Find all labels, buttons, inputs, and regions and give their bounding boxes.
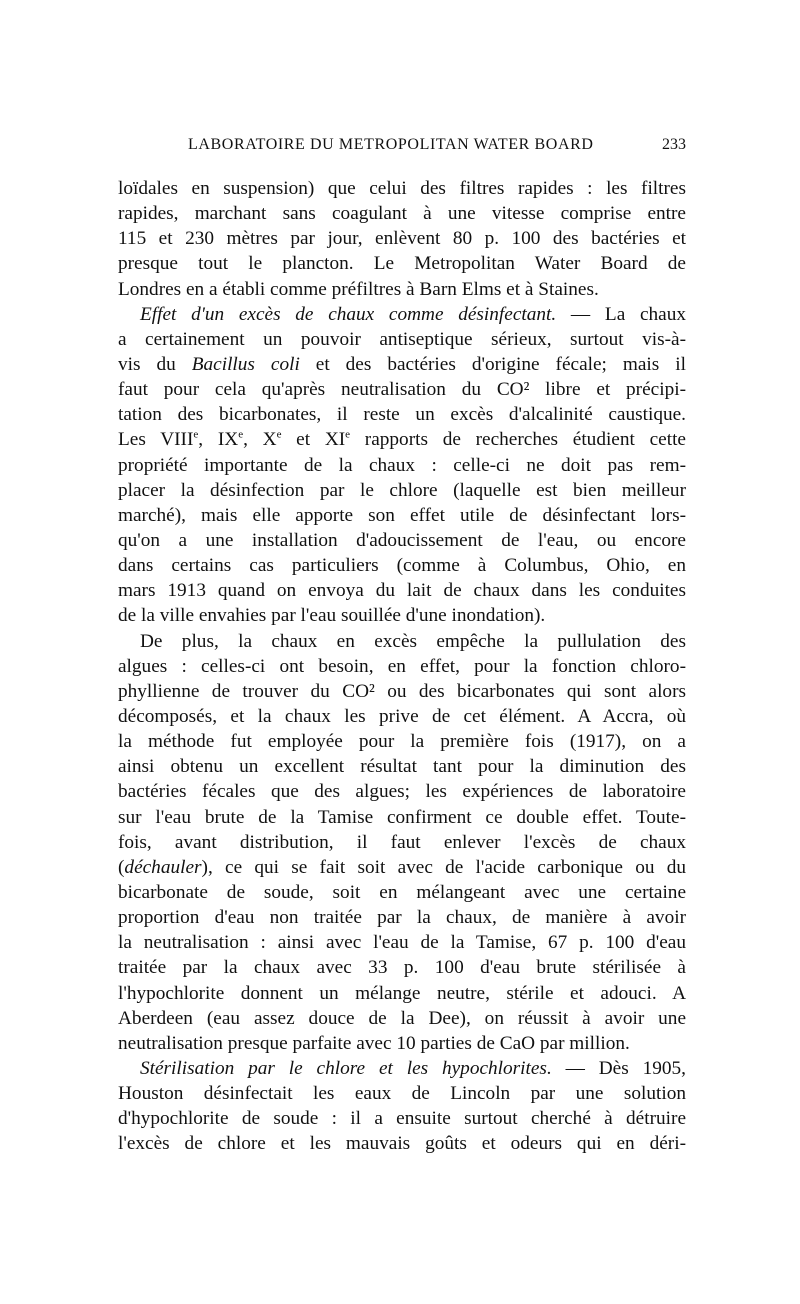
text-line: rapides, marchant sans coagulant à une vitesse comprise entre xyxy=(118,203,686,225)
text-line: faut pour cela qu'après neutralisation du CO² libre et précipi- xyxy=(118,379,686,401)
text-line: décomposés, et la chaux les prive de cet élément. A Accra, où xyxy=(118,705,686,727)
text-line: sur l'eau brute de la Tamise confirment ce double effet. Toute- xyxy=(118,806,686,828)
text-line: 115 et 230 mètres par jour, enlèvent 80 p. 100 des bactéries et xyxy=(118,228,686,250)
text-line: a certainement un pouvoir antiseptique sérieux, surtout vis-à- xyxy=(118,328,686,350)
section-heading-line: Effet d'un excès de chaux comme désinfectant. — La chaux xyxy=(140,303,686,325)
text-line: qu'on a une installation d'adoucissement de l'eau, ou encore xyxy=(118,529,686,551)
text-line: d'hypochlorite de soude : il a ensuite surtout cherché à détruire xyxy=(118,1108,686,1130)
paragraph-start-line: De plus, la chaux en excès empêche la pullulation des xyxy=(140,630,686,652)
text-line: Londres en a établi comme préfiltres à Barn Elms et à Staines. xyxy=(118,278,599,300)
body-text xyxy=(118,176,686,1156)
text-line: de la ville envahies par l'eau souillée d'une inondation). xyxy=(118,605,546,627)
text-line: dans certains cas particuliers (comme à Columbus, Ohio, en xyxy=(118,555,686,577)
text-line: l'hypochlorite donnent un mélange neutre, stérile et adouci. A xyxy=(118,982,686,1004)
text-line: vis du Bacillus coli et des bactéries d'origine fécale; mais il xyxy=(118,353,686,375)
text-line: loïdales en suspension) que celui des filtres rapides : les filtres xyxy=(118,178,686,199)
section-heading-line: Stérilisation par le chlore et les hypochlorites. — Dès 1905, xyxy=(140,1057,686,1079)
page-header xyxy=(118,136,686,162)
text-line: Houston désinfectait les eaux de Lincoln par une solution xyxy=(118,1083,686,1105)
text-line: neutralisation presque parfaite avec 10 parties de CaO par million. xyxy=(118,1032,630,1054)
text-line: la neutralisation : ainsi avec l'eau de la Tamise, 67 p. 100 d'eau xyxy=(118,932,686,954)
text-line: marché), mais elle apporte son effet utile de désinfectant lors- xyxy=(118,504,686,526)
text-line: (déchauler), ce qui se fait soit avec de l'acide carbonique ou du xyxy=(118,856,686,878)
text-line: phyllienne de trouver du CO² ou des bicarbonates qui sont alors xyxy=(118,680,686,702)
text-line: placer la désinfection par le chlore (laquelle est bien meilleur xyxy=(118,479,686,501)
text-line: proportion d'eau non traitée par la chaux, de manière à avoir xyxy=(118,907,686,929)
text-line: fois, avant distribution, il faut enlever l'excès de chaux xyxy=(118,831,686,853)
text-line: propriété importante de la chaux : celle-ci ne doit pas rem- xyxy=(118,454,686,476)
text-line: mars 1913 quand on envoya du lait de chaux dans les conduites xyxy=(118,580,686,602)
running-title: LABORATOIRE DU METROPOLITAN WATER BOARD xyxy=(188,136,594,153)
text-line: Aberdeen (eau assez douce de la Dee), on réussit à avoir une xyxy=(118,1007,686,1029)
text-line: l'excès de chlore et les mauvais goûts et odeurs qui en déri- xyxy=(118,1133,686,1155)
text-line: presque tout le plancton. Le Metropolitan Water Board de xyxy=(118,253,686,275)
text-line: bactéries fécales que des algues; les expériences de laboratoire xyxy=(118,781,686,803)
text-line: tation des bicarbonates, il reste un excès d'alcalinité caustique. xyxy=(118,404,686,426)
text-line: bicarbonate de soude, soit en mélangeant avec une certaine xyxy=(118,881,686,903)
text-line: algues : celles-ci ont besoin, en effet, pour la fonction chloro- xyxy=(118,655,686,677)
text-line: traitée par la chaux avec 33 p. 100 d'eau brute stérilisée à xyxy=(118,957,686,979)
text-line: ainsi obtenu un excellent résultat tant pour la diminution des xyxy=(118,756,686,778)
text-line: la méthode fut employée pour la première fois (1917), on a xyxy=(118,731,686,753)
page-number: 233 xyxy=(662,136,686,153)
text-line: Les VIIIe, IXe, Xe et XIe rapports de recherches étudient cette xyxy=(118,428,686,451)
